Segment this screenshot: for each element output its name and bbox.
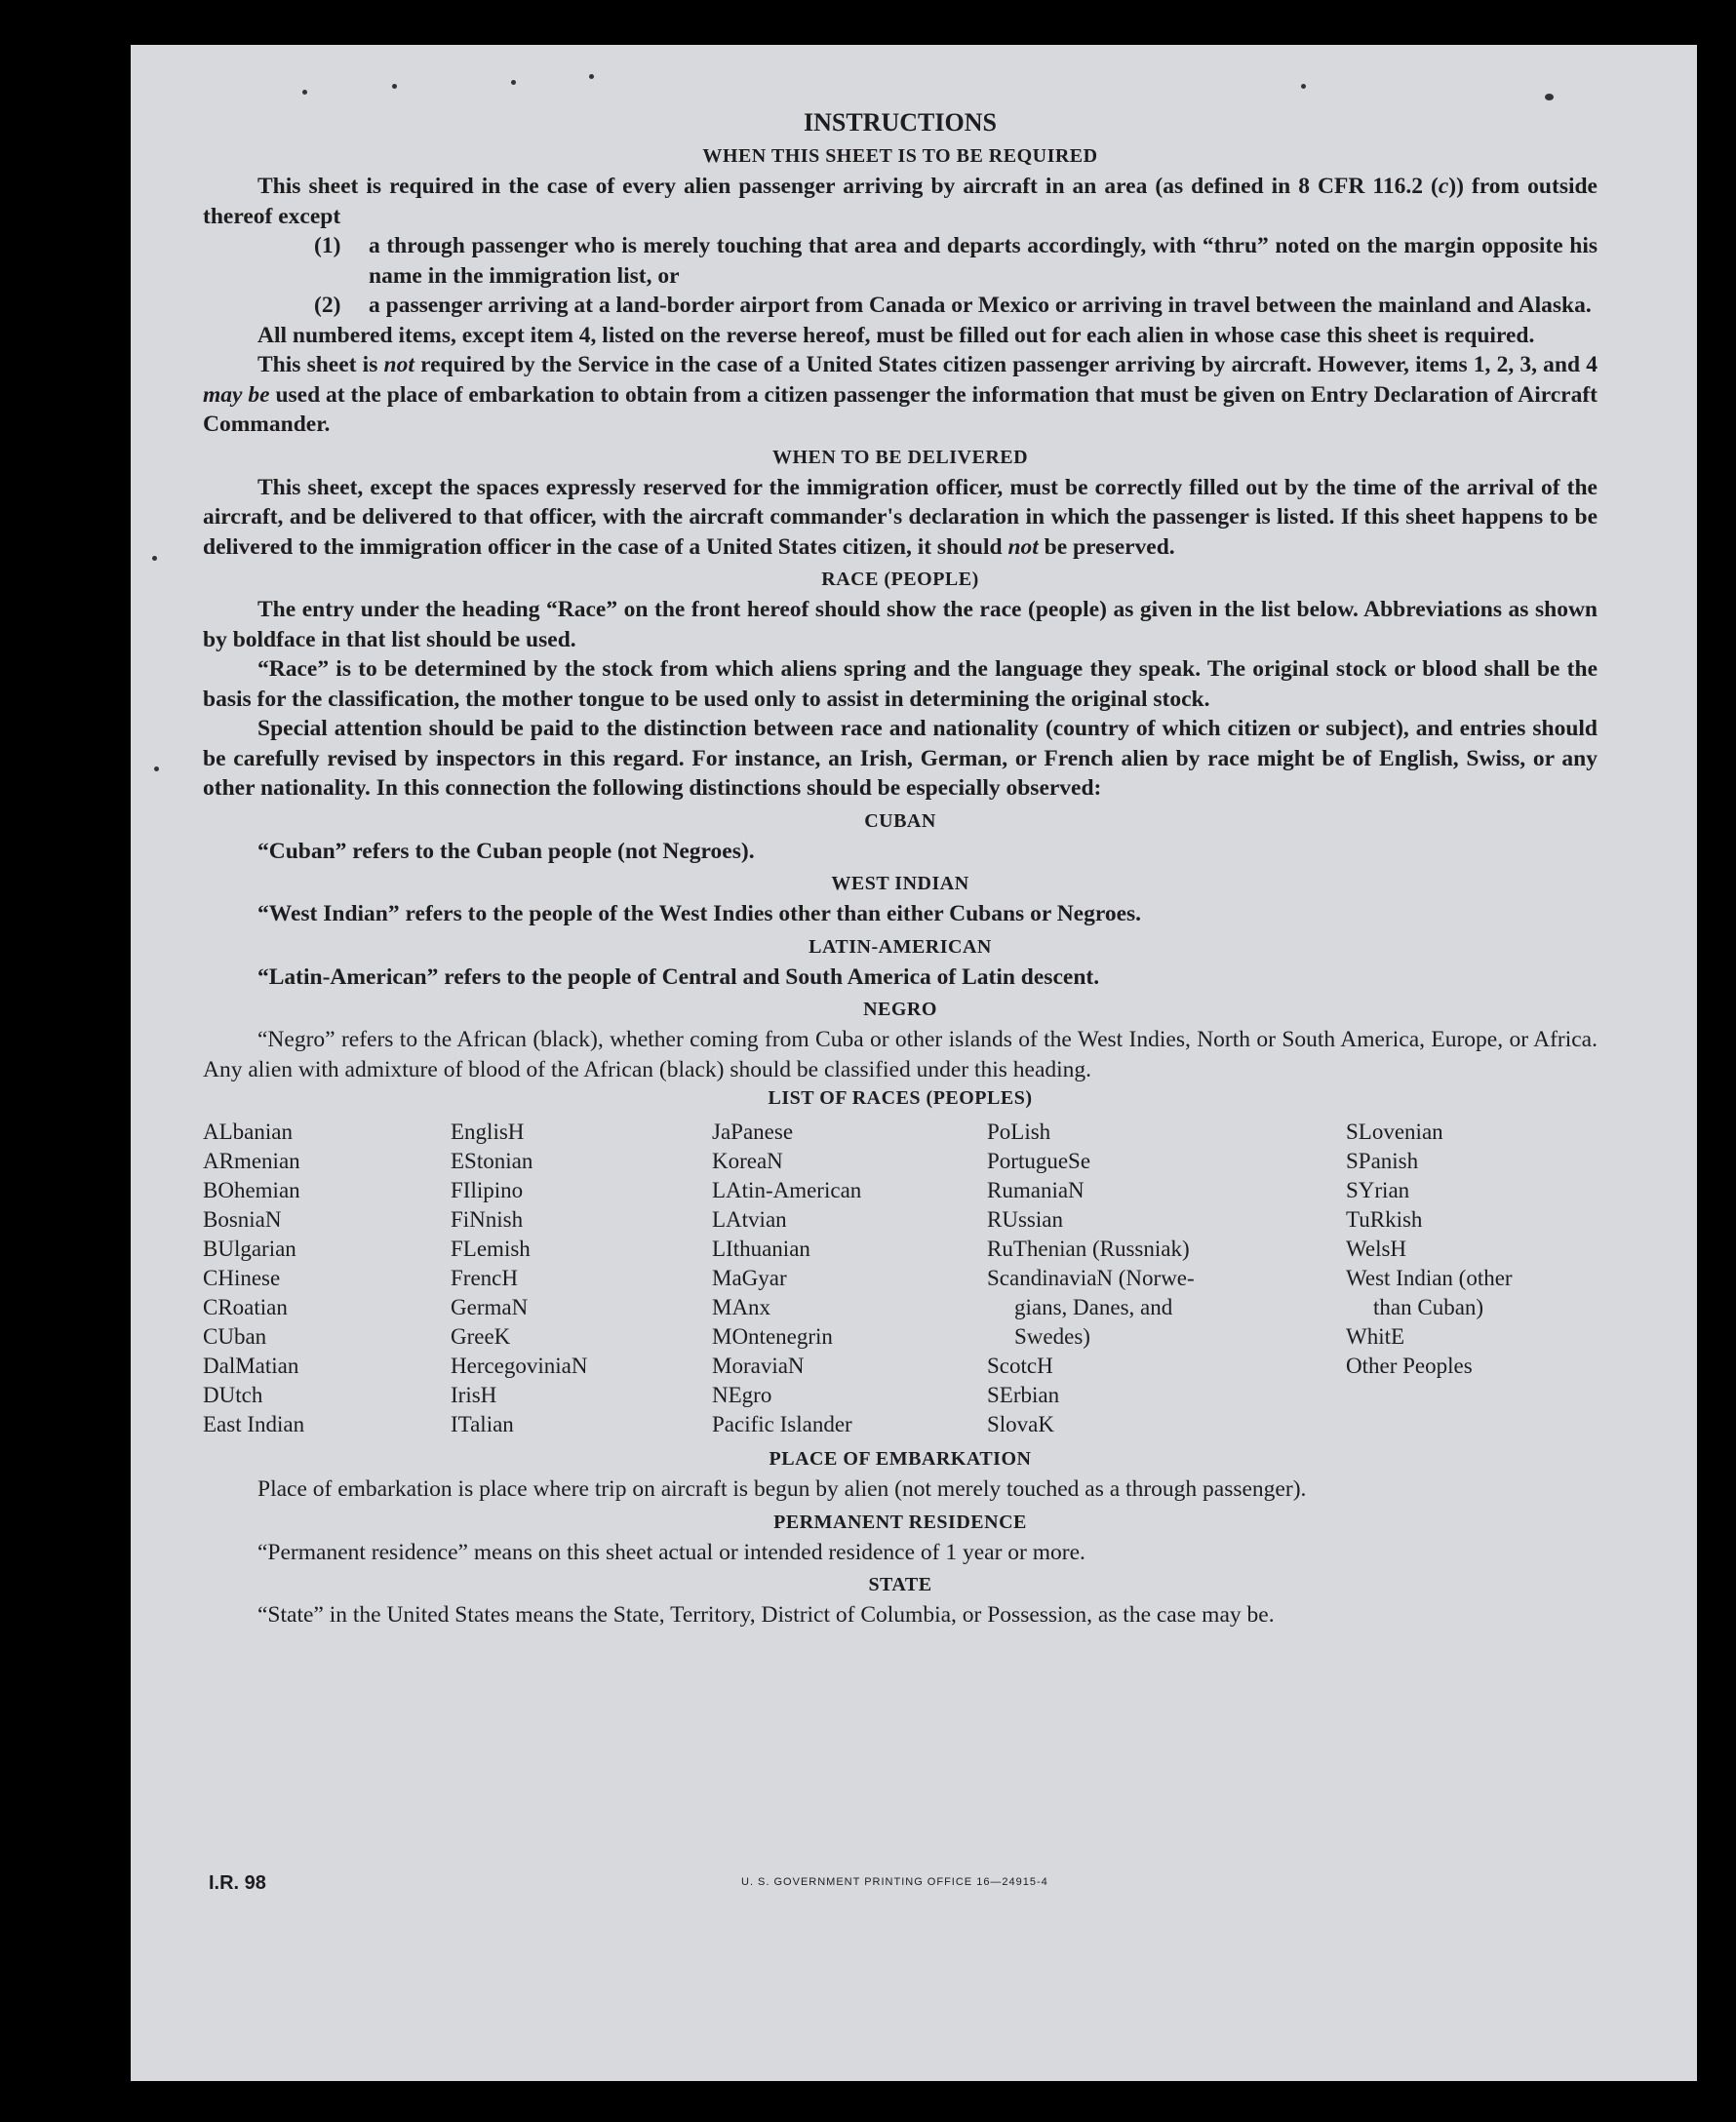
race-item: WelsH xyxy=(1346,1237,1407,1261)
race-item: WhitE xyxy=(1346,1324,1405,1349)
heading-latin-american: LATIN-AMERICAN xyxy=(809,935,992,958)
race-item: ScandinaviaN (Norwe- xyxy=(987,1266,1195,1290)
heading-when-required: WHEN THIS SHEET IS TO BE REQUIRED xyxy=(702,145,1098,167)
race-item: East Indian xyxy=(203,1412,305,1436)
heading-cuban: CUBAN xyxy=(864,809,936,832)
race-item: ITalian xyxy=(451,1412,514,1436)
form-number: I.R. 98 xyxy=(209,1872,266,1894)
document-sheet xyxy=(131,45,1697,2081)
speck xyxy=(302,90,307,95)
speck xyxy=(1301,84,1306,89)
race-item: RuThenian (Russniak) xyxy=(987,1237,1190,1261)
race-item: TuRkish xyxy=(1346,1207,1423,1232)
speck xyxy=(152,556,157,561)
paragraph-latin-american: “Latin-American” refers to the people of Central and South America of Latin descent. xyxy=(257,963,1100,990)
race-item: Pacific Islander xyxy=(712,1412,852,1436)
race-item: SErbian xyxy=(987,1383,1060,1407)
race-item: PortugueSe xyxy=(987,1149,1091,1173)
heading-state: STATE xyxy=(868,1574,932,1595)
race-item: BUlgarian xyxy=(203,1237,296,1261)
paragraph-embarkation: Place of embarkation is place where trip on aircraft is begun by alien (not merely touched as a through passenger). xyxy=(257,1476,1307,1502)
heading-place-of-embarkation: PLACE OF EMBARKATION xyxy=(769,1448,1032,1470)
printing-office-imprint: U. S. GOVERNMENT PRINTING OFFICE 16—24915-4 xyxy=(741,1876,1048,1888)
race-column-2 xyxy=(451,1118,712,1439)
heading-west-indian: WEST INDIAN xyxy=(831,873,969,894)
race-column-5 xyxy=(1346,1118,1590,1439)
race-item: DalMatian xyxy=(203,1354,299,1378)
race-item: CRoatian xyxy=(203,1295,288,1319)
race-item-continued: gians, Danes, and xyxy=(1014,1295,1173,1319)
race-item: BOhemian xyxy=(203,1178,300,1202)
page-title: INSTRUCTIONS xyxy=(804,108,997,137)
race-column-4 xyxy=(987,1118,1346,1439)
race-item: CUban xyxy=(203,1324,267,1349)
race-item: ARmenian xyxy=(203,1149,300,1173)
race-item: PoLish xyxy=(987,1120,1051,1144)
race-item: LIthuanian xyxy=(712,1237,810,1261)
race-item: FrencH xyxy=(451,1266,518,1290)
race-item: West Indian (other xyxy=(1346,1266,1513,1290)
instructions-content xyxy=(203,107,1598,1631)
speck xyxy=(154,766,159,771)
race-column-3 xyxy=(712,1118,987,1439)
race-item: MaGyar xyxy=(712,1266,787,1290)
race-item: GreeK xyxy=(451,1324,511,1349)
heading-permanent-residence: PERMANENT RESIDENCE xyxy=(773,1511,1027,1533)
race-item: FIlipino xyxy=(451,1178,524,1202)
race-item: KoreaN xyxy=(712,1149,783,1173)
race-item: LAtin-American xyxy=(712,1178,862,1202)
race-item: FiNnish xyxy=(451,1207,524,1232)
race-item: NEgro xyxy=(712,1383,772,1407)
race-item: MoraviaN xyxy=(712,1354,805,1378)
race-item: DUtch xyxy=(203,1383,263,1407)
speck xyxy=(589,74,594,79)
paragraph-numbered-items: All numbered items, except item 4, listed on the reverse hereof, must be filled out for each alien in whose case this sheet is required. xyxy=(257,322,1535,348)
race-item: SLovenian xyxy=(1346,1120,1443,1144)
heading-race: RACE (PEOPLE) xyxy=(821,569,979,590)
race-item-continued: than Cuban) xyxy=(1373,1295,1484,1319)
footer xyxy=(209,1872,1613,1902)
exception-2: (2) a passenger arriving at a land-border airport from Canada or Mexico or arriving in travel between the mainland and Alaska. xyxy=(314,293,1592,318)
race-item: ScotcH xyxy=(987,1354,1053,1378)
race-list xyxy=(203,1118,1598,1439)
paragraph-negro: “Negro” refers to the African (black), whether coming from Cuba or other islands of the West Indies, North or South America, Europe, or Africa. Any alien with admixture of blood of the African (black) should be classified under this heading. xyxy=(203,1027,1598,1082)
paragraph-cuban: “Cuban” refers to the Cuban people (not Negroes). xyxy=(257,838,755,864)
paragraph-race-entry: The entry under the heading “Race” on the front hereof should show the race (people) as given in the list below. Abbreviations as shown by boldface in that list should be used. xyxy=(203,597,1598,652)
paragraph-residence: “Permanent residence” means on this sheet actual or intended residence of 1 year or more. xyxy=(257,1539,1085,1565)
heading-negro: NEGRO xyxy=(863,999,937,1020)
paragraph-state: “State” in the United States means the State, Territory, District of Columbia, or Possession, as the case may be. xyxy=(257,1602,1275,1628)
race-item: EStonian xyxy=(451,1149,533,1173)
race-item: SYrian xyxy=(1346,1178,1410,1202)
paragraph-citizen: This sheet is not required by the Service in the case of a United States citizen passenger arriving by aircraft. However, items 1, 2, 3, and 4 may be used at the place of embarkation to obtain from a citizen passenger the information that must be given on Entry Declaration of Aircraft Commander. xyxy=(203,352,1598,437)
paragraph-required: This sheet is required in the case of every alien passenger arriving by aircraft in an area (as defined in 8 CFR 116.2 (c)) from outside thereof except xyxy=(203,174,1598,229)
race-item: BosniaN xyxy=(203,1207,282,1232)
race-item: IrisH xyxy=(451,1383,497,1407)
race-item: SPanish xyxy=(1346,1149,1419,1173)
speck xyxy=(1545,94,1554,100)
exception-1: (1) a through passenger who is merely touching that area and departs accordingly, with “thru” noted on the margin opposite his name in the immigration list, or xyxy=(314,233,1598,289)
paragraph-distinction: Special attention should be paid to the distinction between race and nationality (country of which citizen or subject), and entries should be carefully revised by inspectors in this regard. For instance, an Irish, German, or French alien by race might be of English, Swiss, or any other nationality. In this connection the following distinctions should be especially observed: xyxy=(203,716,1598,801)
race-item-continued: Swedes) xyxy=(1014,1324,1090,1349)
speck xyxy=(511,80,516,85)
race-item: RUssian xyxy=(987,1207,1063,1232)
heading-list-of-races: LIST OF RACES (PEOPLES) xyxy=(768,1087,1033,1109)
race-item: FLemish xyxy=(451,1237,531,1261)
race-item: EnglisH xyxy=(451,1120,525,1144)
heading-when-delivered: WHEN TO BE DELIVERED xyxy=(771,446,1029,468)
race-item: GermaN xyxy=(451,1295,529,1319)
race-item: ALbanian xyxy=(203,1120,293,1144)
race-item: RumaniaN xyxy=(987,1178,1085,1202)
race-item: Other Peoples xyxy=(1346,1354,1473,1378)
race-item: SlovaK xyxy=(987,1412,1054,1436)
race-item: HercegoviniaN xyxy=(451,1354,588,1378)
paragraph-delivered: This sheet, except the spaces expressly reserved for the immigration officer, must be correctly filled out by the time of the arrival of the aircraft, and be delivered to that officer, with the aircraft commander's declaration in which the passenger is listed. If this sheet happens to be delivered to the immigration officer in the case of a United States citizen, it should not be preserved. xyxy=(203,474,1598,560)
race-item: CHinese xyxy=(203,1266,281,1290)
race-column-1 xyxy=(203,1118,451,1439)
speck xyxy=(392,84,397,89)
race-item: MOntenegrin xyxy=(712,1324,833,1349)
paragraph-race-stock: “Race” is to be determined by the stock from which aliens spring and the language they speak. The original stock or blood shall be the basis for the classification, the mother tongue to be used only to assist in determining the original stock. xyxy=(203,656,1598,712)
race-item: LAtvian xyxy=(712,1207,787,1232)
race-item: JaPanese xyxy=(712,1120,794,1144)
race-item: MAnx xyxy=(712,1295,771,1319)
paragraph-west-indian: “West Indian” refers to the people of the West Indies other than either Cubans or Negroes. xyxy=(257,901,1142,926)
